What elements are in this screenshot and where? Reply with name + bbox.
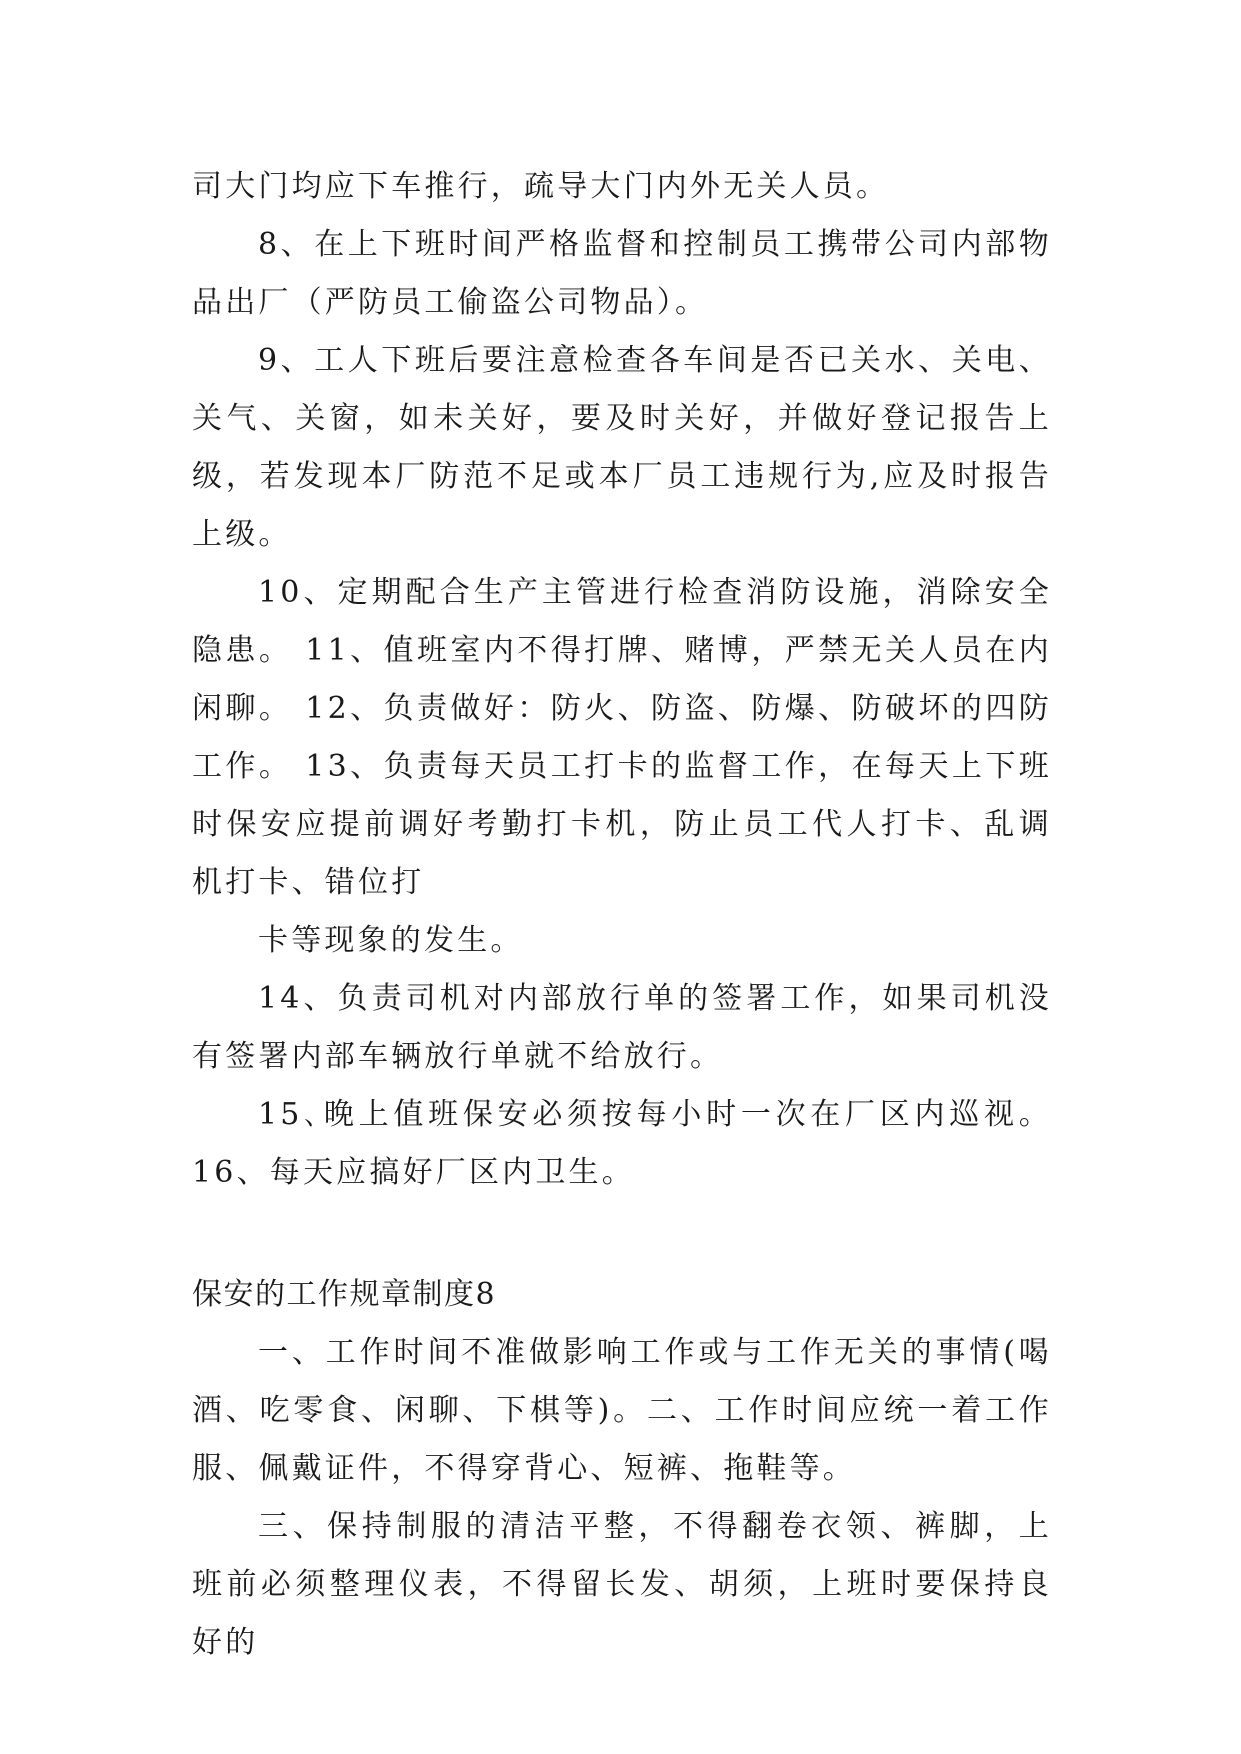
paragraph-rule-9: 9、工人下班后要注意检查各车间是否已关水、关电、关气、关窗，如未关好，要及时关好，并做好登记报告上级，若发现本厂防范不足或本厂员工违规行为,应及时报告上级。 [192, 343, 1052, 552]
paragraph-rule-8: 8、在上下班时间严格监督和控制员工携带公司内部物品出厂（严防员工偷盗公司物品）。 [192, 227, 1052, 320]
paragraph-rule-14: 14、负责司机对内部放行单的签署工作，如果司机没有签署内部车辆放行单就不给放行。 [192, 981, 1052, 1074]
paragraph-rules-15-16: 15､晚上值班保安必须按每小时一次在厂区内巡视。16、每天应搞好厂区内卫生。 [192, 1097, 1052, 1190]
section-title: 保安的工作规章制度8 [192, 1277, 497, 1312]
paragraph-rules-10-13: 10、定期配合生产主管进行检查消防设施，消除安全隐患。 11、值班室内不得打牌、赌博，严禁无关人员在内闲聊。 12、负责做好：防火、防盗、防爆、防破坏的四防工作。 13、负责每天员工打卡的监督工作，在每天上下班时保安应提前调好考勤打卡机，防止员工代人打卡、乱调机打卡、错位打 [192, 575, 1052, 900]
paragraph-continuation: 司大门均应下车推行，疏导大门内外无关人员。 [192, 169, 890, 204]
paragraph-rule-13-continued: 卡等现象的发生。 [258, 923, 524, 958]
paragraph-rules-1-2: 一、工作时间不准做影响工作或与工作无关的事情(喝酒、吃零食、闲聊、下棋等)。二、工作时间应统一着工作服、佩戴证件，不得穿背心、短裤、拖鞋等。 [192, 1335, 1052, 1486]
document-body [192, 158, 1052, 1672]
paragraph-rule-3: 三、保持制服的清洁平整，不得翻卷衣领、裤脚，上班前必须整理仪表，不得留长发、胡须，上班时要保持良好的 [192, 1509, 1052, 1660]
